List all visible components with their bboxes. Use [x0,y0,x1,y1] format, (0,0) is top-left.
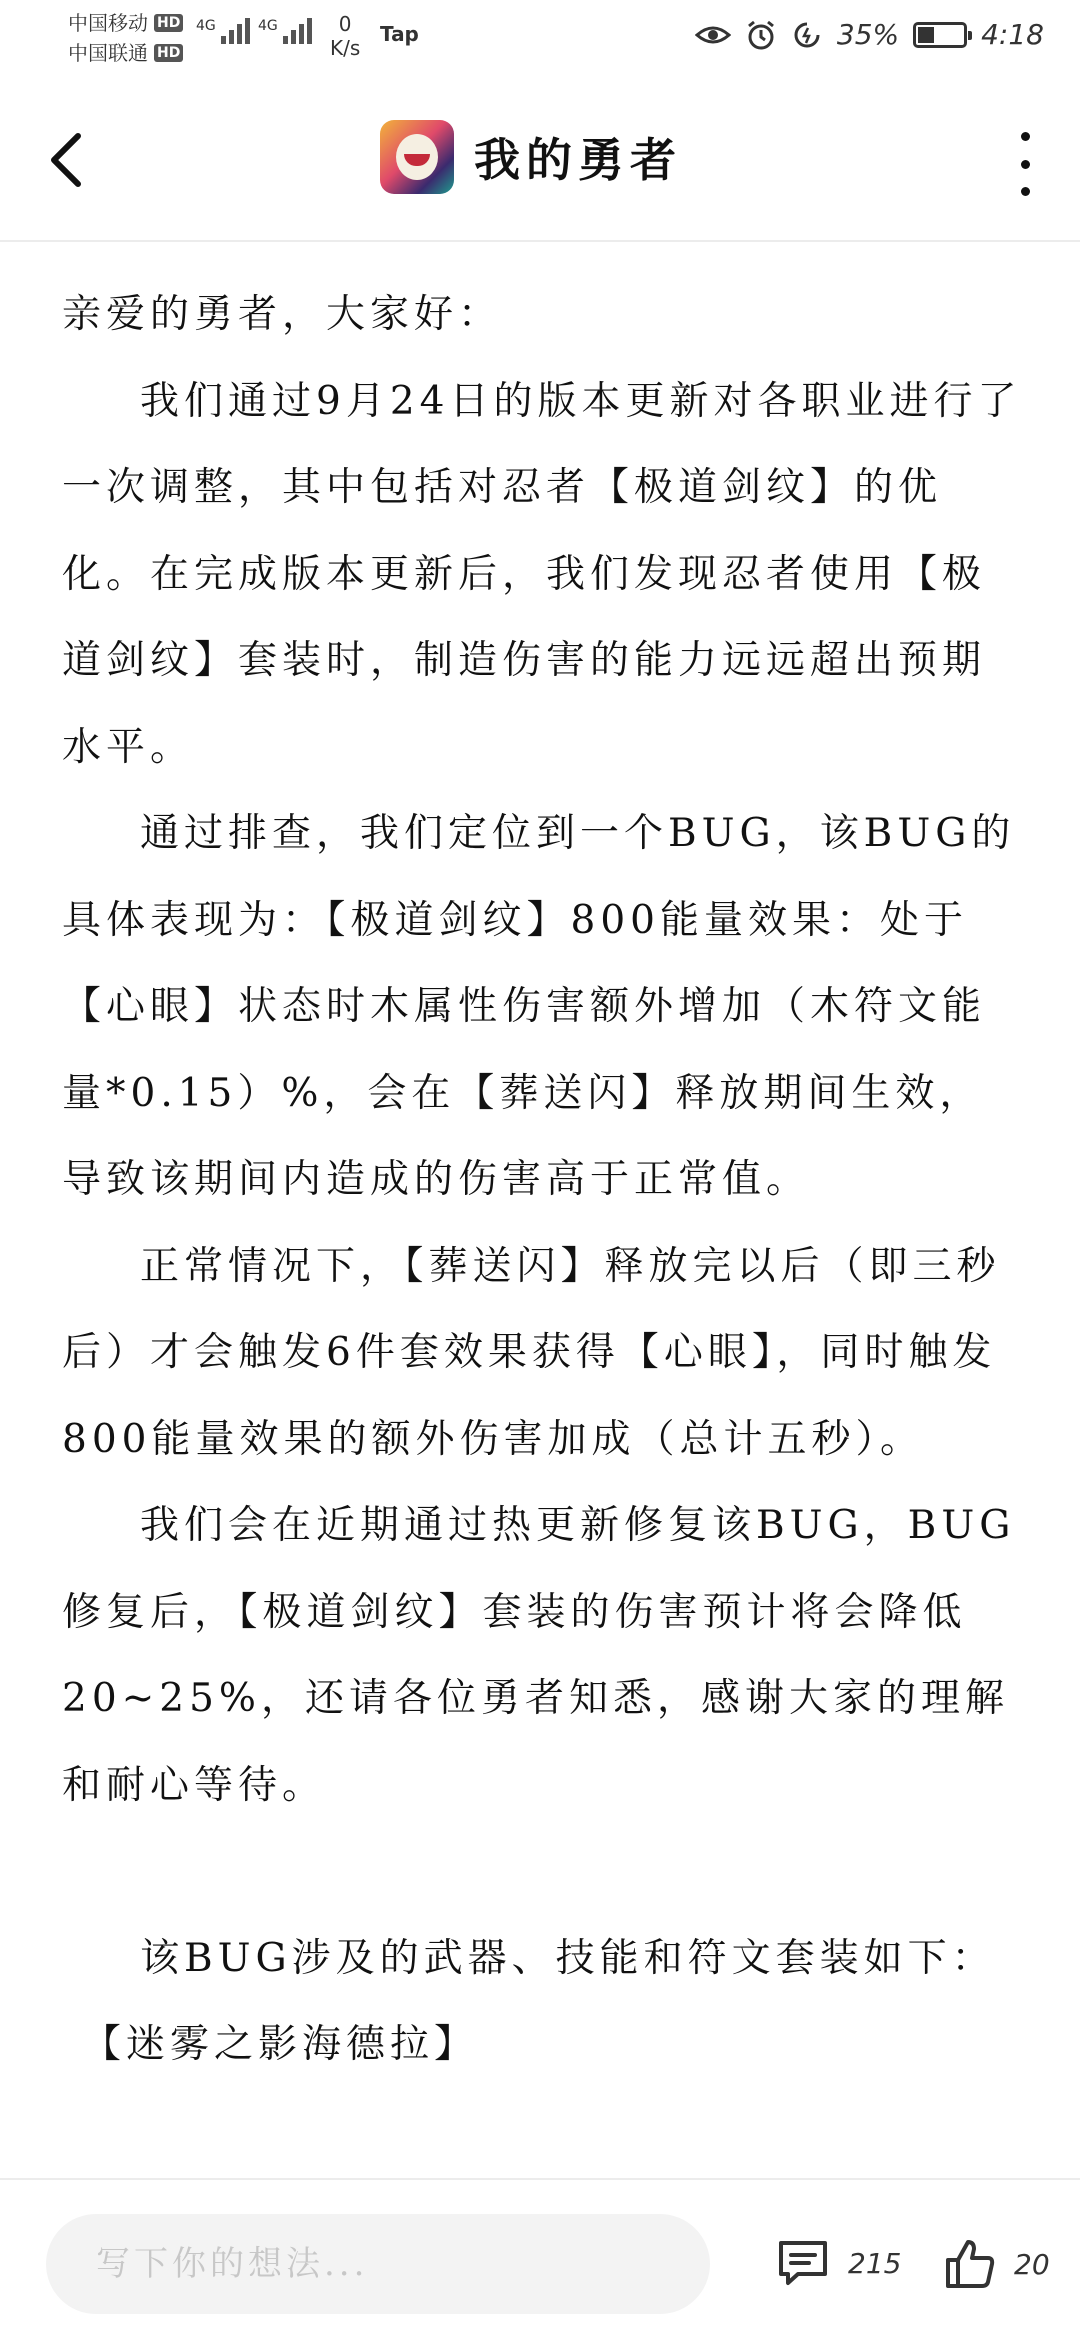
like-button[interactable] [944,2238,1050,2290]
more-dot-icon [1021,160,1030,169]
alarm-icon [745,19,777,51]
network-speed-unit: K/s [330,36,361,60]
signal-strength-icon [258,18,312,44]
status-icons [695,18,1044,51]
carrier-name-1: 中国移动 [68,11,148,35]
clock: 4:18 [981,18,1044,51]
article-body [62,272,1022,2089]
comment-icon [776,2238,830,2288]
more-dot-icon [1021,132,1030,141]
carrier-info [68,8,183,68]
like-count: 20 [1014,2247,1050,2281]
chevron-left-icon [48,132,84,188]
back-button[interactable] [36,124,96,196]
comment-count: 215 [848,2246,902,2280]
signal-label: 4G [196,18,216,34]
comment-input[interactable] [46,2214,710,2314]
app-bar [0,80,1080,242]
article-paragraph: 我们会在近期通过热更新修复该BUG，BUG修复后，【极道剑纹】套装的伤害预计将会降低20~25%，还请各位勇者知悉，感谢大家的理解和耐心等待。 [62,1503,1016,1808]
signal-label: 4G [258,18,278,34]
battery-percent: 35% [836,18,900,51]
bottom-bar [0,2178,1080,2342]
carrier-name-2: 中国联通 [68,41,148,65]
battery-fill [918,27,933,43]
thumbs-up-icon [944,2238,996,2290]
eye-comfort-icon [695,23,731,47]
app-logo-icon [380,120,454,194]
power-saving-icon [791,19,823,51]
network-speed-value: 0 [338,12,352,36]
more-dot-icon [1021,187,1030,196]
comments-button[interactable] [776,2238,901,2288]
more-options-button[interactable] [1010,132,1040,196]
article-greeting: 亲爱的勇者，大家好： [62,292,503,337]
spacer [62,1829,1022,1916]
page-title: 我的勇者 [474,133,682,187]
article-paragraph: 通过排查，我们定位到一个BUG，该BUG的具体表现为：【极道剑纹】800能量效果：处于【心眼】状态时木属性伤害额外增加（木符文能量*0.15）%，会在【葬送闪】释放期间生效，导致该期间内造成的伤害高于正常值。 [62,811,1016,1202]
article-paragraph: 我们通过9月24日的版本更新对各职业进行了一次调整，其中包括对忍者【极道剑纹】的优化。在完成版本更新后，我们发现忍者使用【极道剑纹】套装时，制造伤害的能力远远超出预期水平。 [62,378,1022,770]
status-bar [0,0,1080,80]
article-paragraph: 正常情况下，【葬送闪】释放完以后（即三秒后）才会触发6件套效果获得【心眼】，同时触发800能量效果的额外伤害加成（总计五秒）。 [62,1243,1001,1462]
battery-icon [913,22,967,48]
tap-notification-icon: Tap [380,22,419,46]
hd-badge: HD [154,44,183,62]
network-speed [330,12,360,60]
app-title-group[interactable] [380,120,682,194]
signal-strength-icon [196,18,250,44]
article-list-intro: 该BUG涉及的武器、技能和符文套装如下： [140,1935,996,1981]
article-list-item: 【迷雾之影海德拉】 [82,2022,479,2067]
hd-badge: HD [154,14,183,32]
